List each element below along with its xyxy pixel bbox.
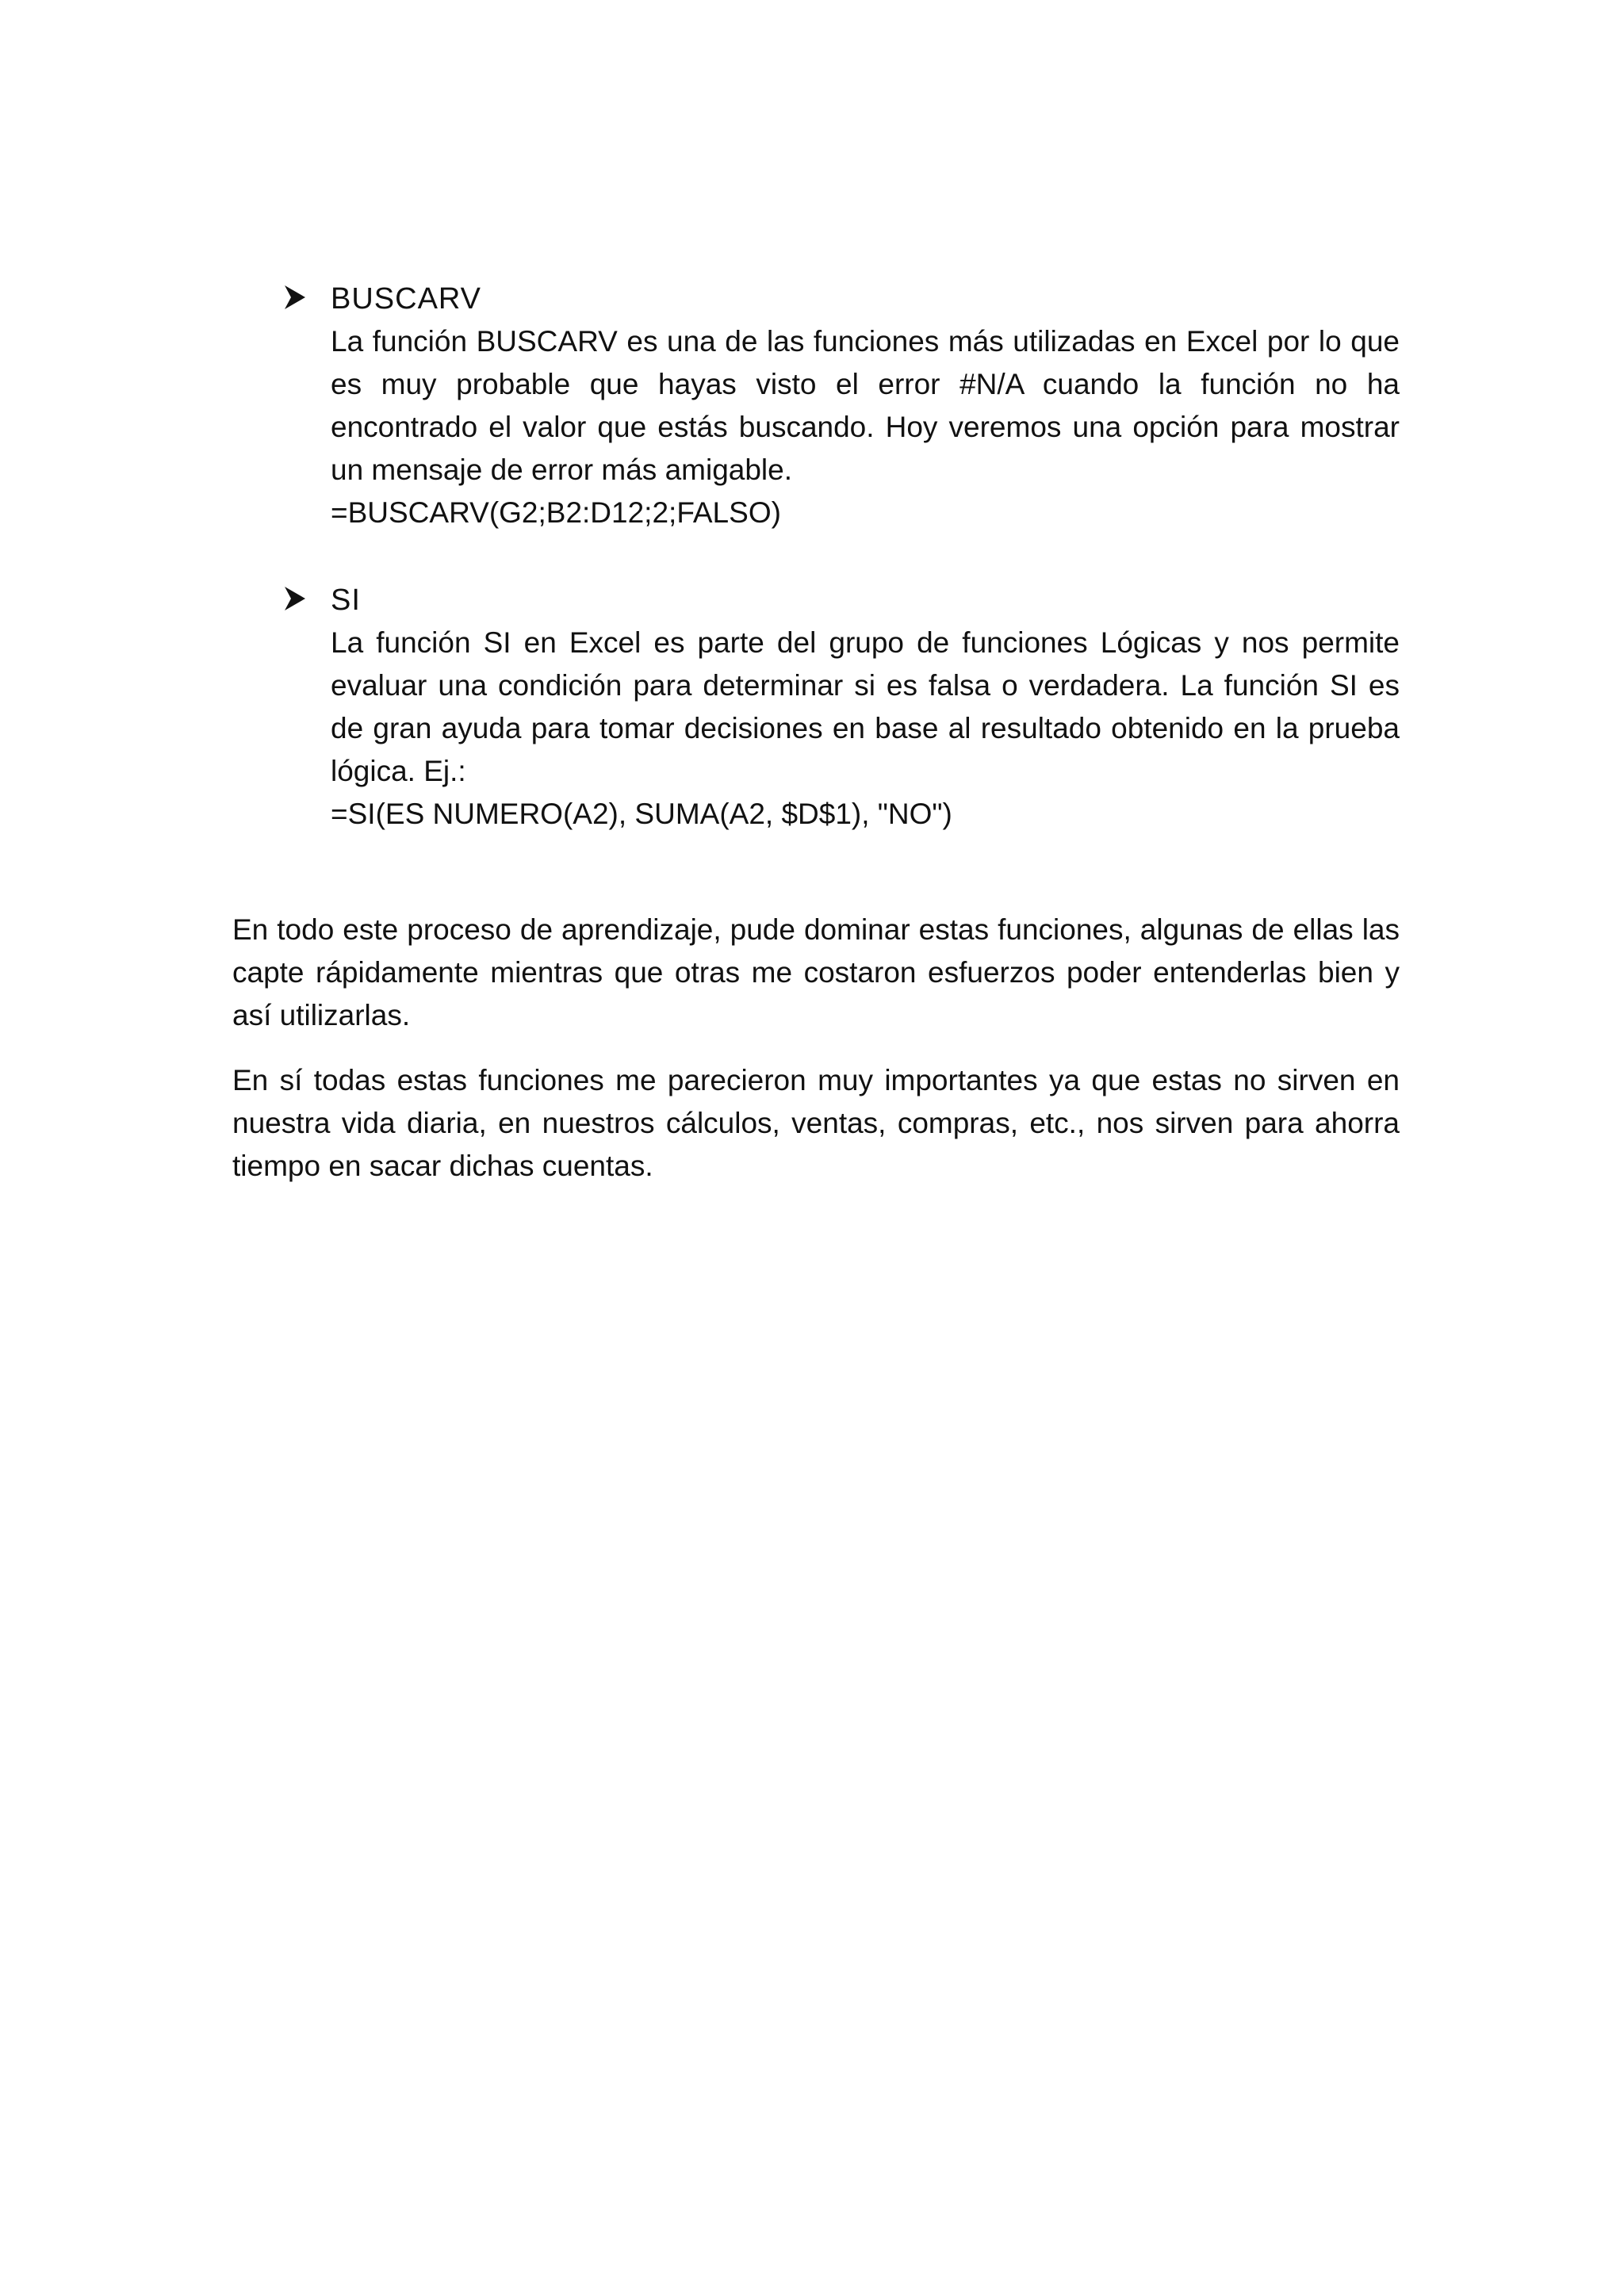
bullet-item-buscarv	[232, 277, 1400, 534]
bullet-item-si	[232, 579, 1400, 836]
arrow-bullet-icon	[283, 585, 307, 612]
spacer	[232, 880, 1400, 909]
arrow-bullet-icon	[283, 284, 307, 311]
document-content	[232, 277, 1400, 1210]
section-title: SI	[331, 584, 361, 617]
section-description: La función BUSCARV es una de las funciones más utilizadas en Excel por lo que es muy probable que hayas visto el error #N/A cuando la función no ha encontrado el valor que estás buscando. Hoy veremos una opción para mostrar un mensaje de error más amigable.	[331, 325, 1400, 486]
section-formula: =SI(ES NUMERO(A2), SUMA(A2, $D$1), "NO")	[331, 798, 952, 830]
conclusion-paragraph-2: En sí todas estas funciones me parecieron muy importantes ya que estas no sirven en nuestra vida diaria, en nuestros cálculos, ventas, compras, etc., nos sirven para ahorra tiempo en sacar dichas cuentas.	[232, 1064, 1400, 1182]
section-formula: =BUSCARV(G2;B2:D12;2;FALSO)	[331, 496, 781, 529]
section-description: La función SI en Excel es parte del grupo de funciones Lógicas y nos permite evaluar una condición para determinar si es falsa o verdadera. La función SI es de gran ayuda para tomar decisiones en base al resultado obtenido en la prueba lógica. Ej.:	[331, 626, 1400, 787]
conclusion-paragraph-1: En todo este proceso de aprendizaje, pude dominar estas funciones, algunas de ellas las capte rápidamente mientras que otras me costaron esfuerzos poder entenderlas bien y así utilizarlas.	[232, 913, 1400, 1031]
section-title: BUSCARV	[331, 282, 482, 316]
